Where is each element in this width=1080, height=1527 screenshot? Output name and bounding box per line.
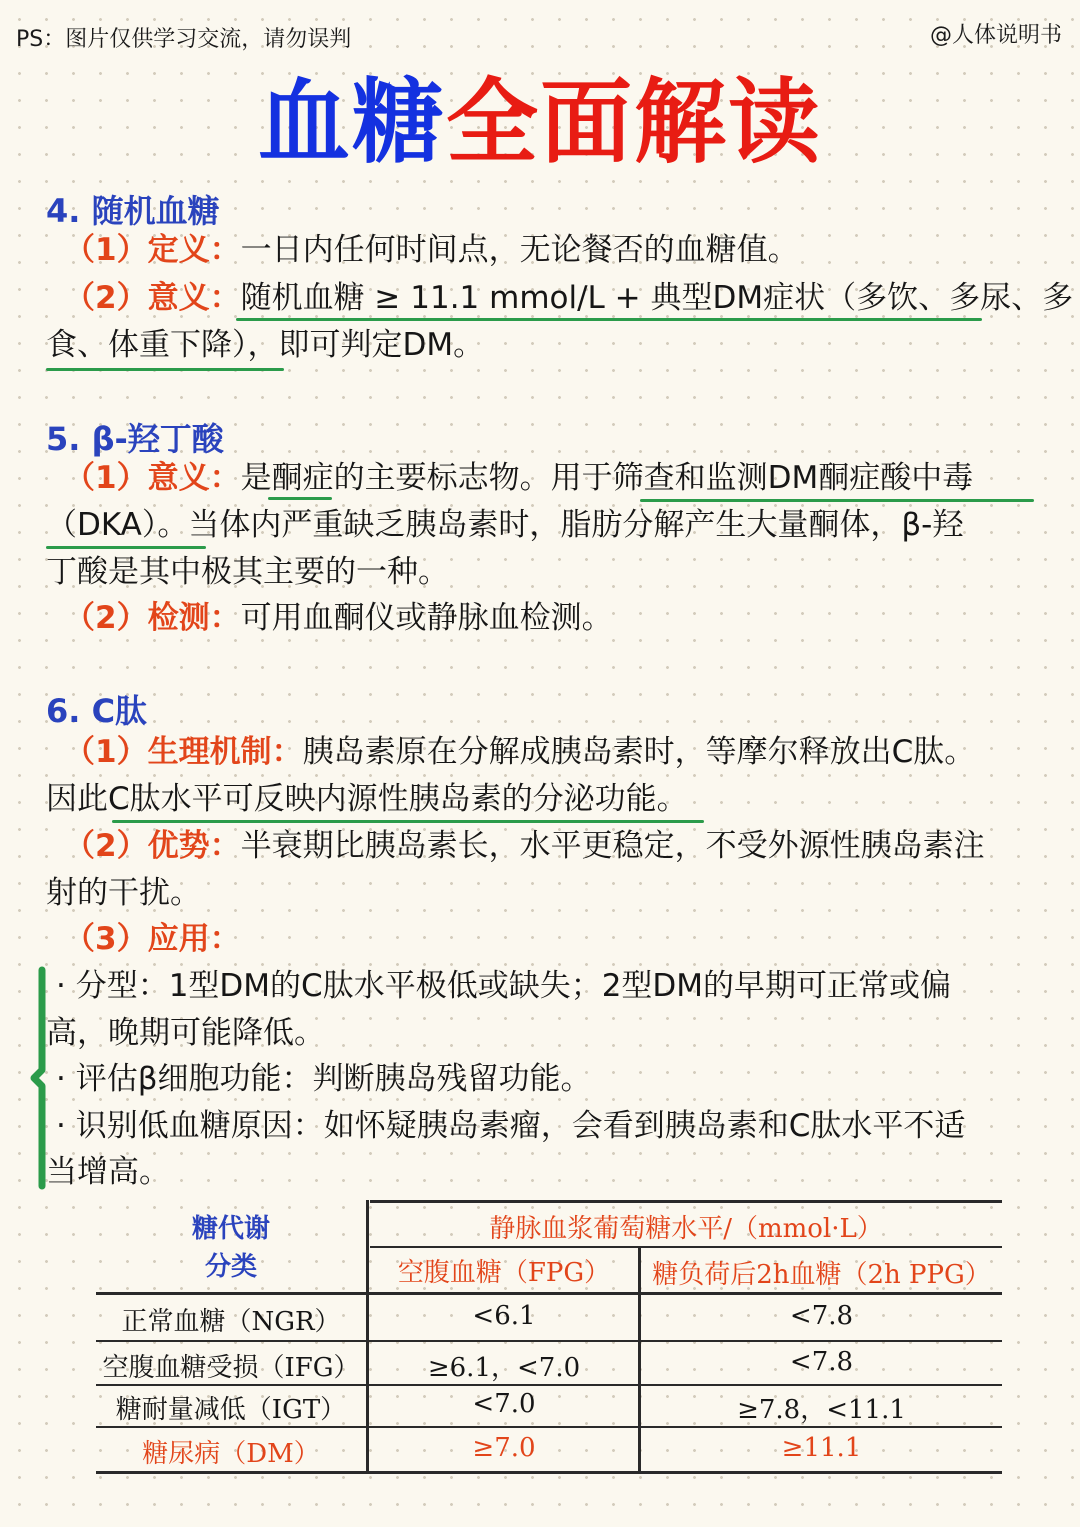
underline xyxy=(46,546,206,549)
underline xyxy=(46,368,284,371)
page-title xyxy=(0,69,1080,176)
title-part-red: 全面解读 xyxy=(446,69,823,176)
table-rule xyxy=(366,1200,369,1474)
underline xyxy=(236,318,982,321)
s6-advantage-cont: 射的干扰。 xyxy=(46,875,201,911)
col-header-fpg: 空腹血糖（FPG） xyxy=(397,1258,611,1288)
underline xyxy=(112,820,704,823)
s5-detection-label: （2）检测： xyxy=(64,600,241,636)
table-rule xyxy=(370,1200,1002,1203)
row-fpg: ≥7.0 xyxy=(472,1433,536,1463)
row-fpg: <6.1 xyxy=(472,1301,536,1331)
s6-advantage-text: 半衰期比胰岛素长，水平更稳定，不受外源性胰岛素注 xyxy=(240,828,985,864)
table-rule xyxy=(96,1292,1002,1295)
col-header-category-2: 分类 xyxy=(204,1252,257,1282)
s5-meaning-label: （1）意义： xyxy=(64,460,241,496)
s4-meaning-cont: 食、体重下降），即可判定DM。 xyxy=(46,327,485,363)
col-header-category: 糖代谢 xyxy=(191,1214,270,1244)
row-fpg: ≥6.1，<7.0 xyxy=(427,1353,581,1383)
s5-meaning-cont2: 丁酸是其中极其主要的一种。 xyxy=(46,554,449,590)
glucose-table xyxy=(96,1200,1002,1476)
s6-bullet-beta: · 评估β细胞功能：判断胰岛残留功能。 xyxy=(56,1061,592,1097)
row-name: 糖耐量减低（IGT） xyxy=(115,1395,347,1425)
row-name: 空腹血糖受损（IFG） xyxy=(102,1353,360,1383)
underline xyxy=(640,499,1034,502)
s6-bullet-hypo-cont: 当增高。 xyxy=(46,1154,170,1190)
s6-application-label: （3）应用： xyxy=(64,921,241,957)
row-ppg: <7.8 xyxy=(789,1301,854,1331)
s6-mechanism-label: （1）生理机制： xyxy=(64,734,303,770)
s6-mechanism-text: 胰岛素原在分解成胰岛素时，等摩尔释放出C肽。 xyxy=(302,734,976,770)
row-name: 正常血糖（NGR） xyxy=(121,1307,341,1337)
table-rule xyxy=(96,1426,1002,1428)
table-rule xyxy=(370,1246,1002,1248)
s5-detection-text: 可用血酮仪或静脉血检测。 xyxy=(240,600,613,636)
ps-note: PS：图片仅供学习交流，请勿误判 xyxy=(16,27,352,52)
s5-detection xyxy=(64,598,613,638)
s6-mechanism xyxy=(64,732,975,772)
section-6-heading: 6. C肽 xyxy=(46,692,148,730)
s6-bullet-hypo: · 识别低血糖原因：如怀疑胰岛素瘤，会看到胰岛素和C肽水平不适 xyxy=(56,1108,966,1144)
underline xyxy=(268,497,332,500)
author-handle: @人体说明书 xyxy=(929,23,1062,48)
s6-advantage xyxy=(64,826,985,866)
s6-advantage-label: （2）优势： xyxy=(64,828,241,864)
col-header-ppg: 糖负荷后2h血糖（2h PPG） xyxy=(652,1260,991,1290)
section-4-heading: 4. 随机血糖 xyxy=(46,192,220,230)
s4-meaning xyxy=(64,278,1073,318)
group-header: 静脉血浆葡萄糖水平/（mmol·L） xyxy=(489,1214,883,1244)
s4-definition-label: （1）定义： xyxy=(64,232,241,268)
s6-mechanism-cont: 因此C肽水平可反映内源性胰岛素的分泌功能。 xyxy=(46,781,688,817)
s6-bullet-typing: · 分型：1型DM的C肽水平极低或缺失；2型DM的早期可正常或偏 xyxy=(56,968,952,1004)
s5-meaning-cont: （DKA）。当体内严重缺乏胰岛素时，脂肪分解产生大量酮体，β-羟 xyxy=(46,507,964,543)
title-part-blue: 血糖 xyxy=(257,69,446,176)
table-rule xyxy=(96,1340,1002,1342)
s4-meaning-text: 随机血糖 ≥ 11.1 mmol/L + 典型DM症状（多饮、多尿、多 xyxy=(240,280,1074,316)
s4-meaning-label: （2）意义： xyxy=(64,280,241,316)
s4-definition xyxy=(64,230,799,270)
row-ppg: ≥11.1 xyxy=(781,1433,862,1463)
s4-definition-text: 一日内任何时间点，无论餐否的血糖值。 xyxy=(240,232,799,268)
s5-meaning xyxy=(64,458,973,498)
row-name: 糖尿病（DM） xyxy=(142,1439,320,1469)
row-ppg: ≥7.8，<11.1 xyxy=(737,1395,906,1425)
row-ppg: <7.8 xyxy=(789,1347,854,1377)
row-fpg: <7.0 xyxy=(472,1389,536,1419)
table-rule xyxy=(96,1471,1002,1474)
table-rule xyxy=(96,1384,1002,1386)
s5-meaning-text: 是酮症的主要标志物。用于筛查和监测DM酮症酸中毒 xyxy=(240,460,974,496)
section-5-heading: 5. β-羟丁酸 xyxy=(46,420,224,458)
s6-bullet-typing-cont: 高，晚期可能降低。 xyxy=(46,1015,325,1051)
